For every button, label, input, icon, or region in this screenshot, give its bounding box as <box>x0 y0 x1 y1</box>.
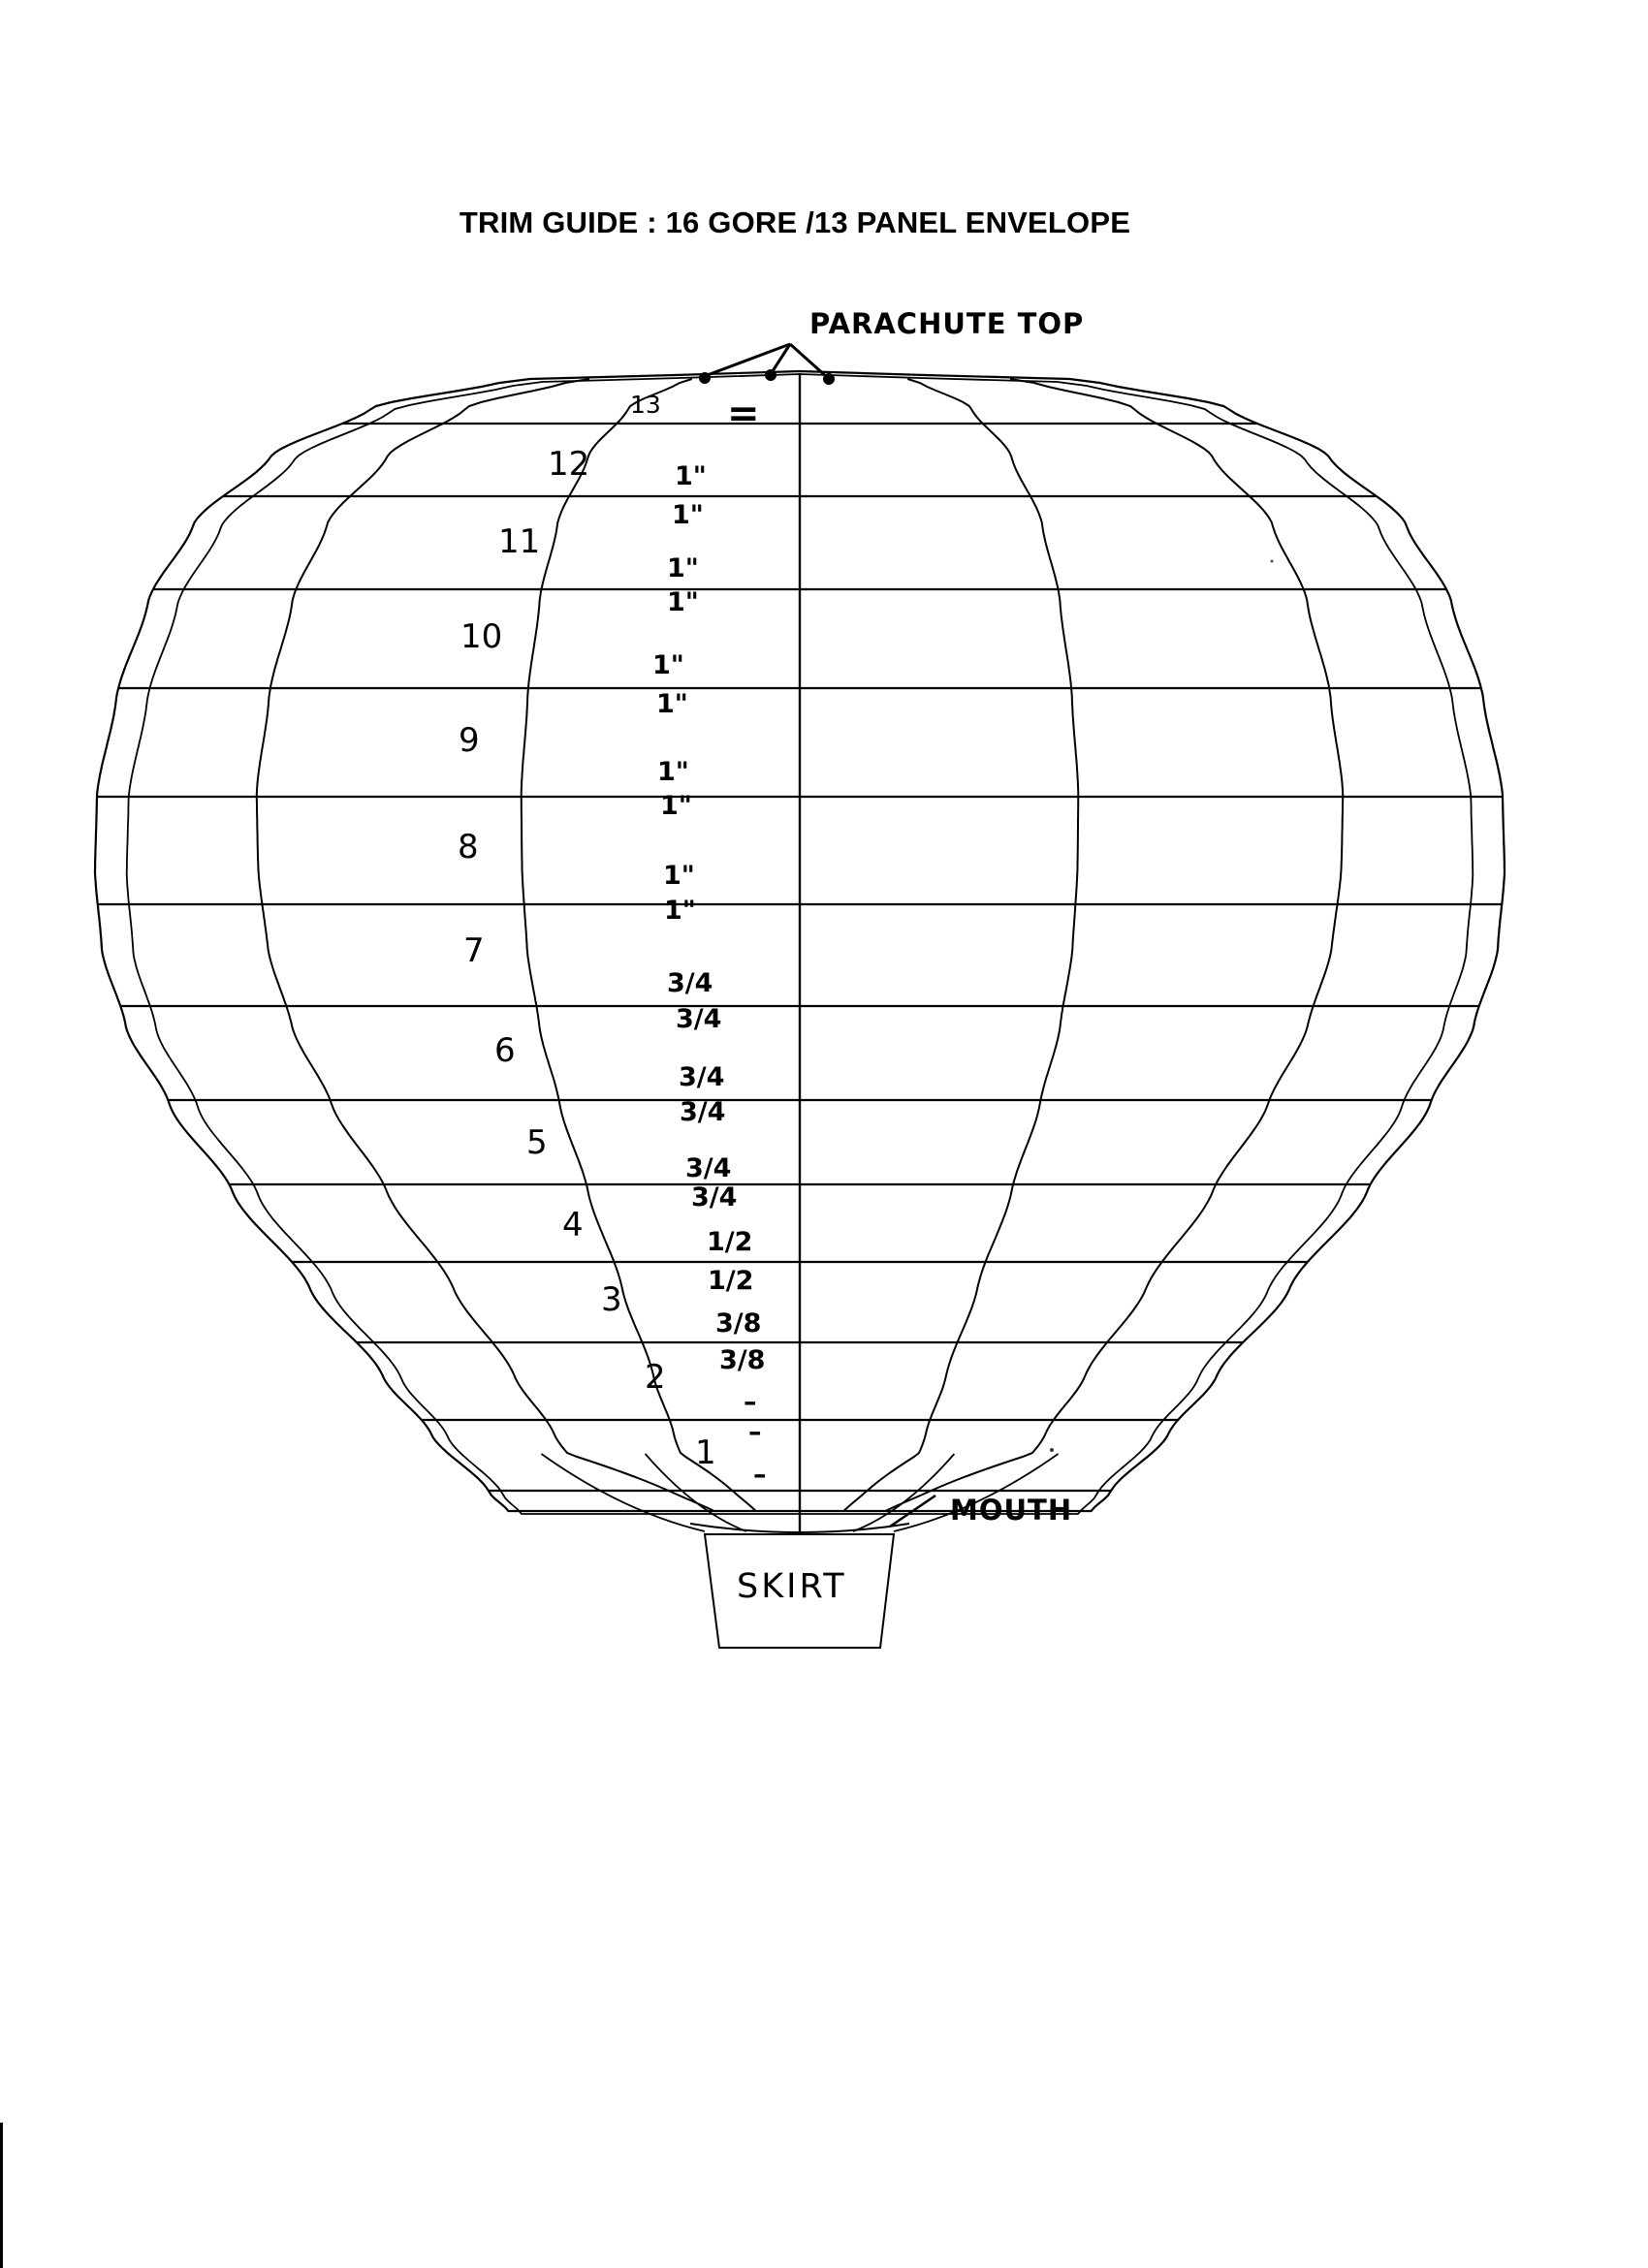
panel-number: 7 <box>463 931 485 970</box>
panel-number: 4 <box>562 1206 584 1244</box>
panel-number: 2 <box>645 1358 666 1397</box>
scan-speck <box>1050 1448 1054 1452</box>
panel-number: 11 <box>498 522 541 561</box>
trim-mark: – <box>753 1460 767 1490</box>
trim-mark: 1" <box>667 587 699 617</box>
trim-marks <box>652 392 767 1490</box>
mouth-seam <box>541 1454 705 1531</box>
panel-number: 3 <box>601 1280 622 1319</box>
trim-mark: 1" <box>656 689 688 719</box>
parachute-top-point-2 <box>765 369 776 381</box>
skirt-label: SKIRT <box>737 1567 847 1606</box>
panel-number: 5 <box>526 1123 548 1162</box>
scan-edge-mark <box>0 2123 3 2268</box>
trim-mark: 1" <box>664 896 696 926</box>
trim-mark: 3/4 <box>691 1182 738 1213</box>
trim-mark: 1" <box>672 500 704 530</box>
mouth-label: MOUTH <box>950 1494 1073 1527</box>
parachute-top-point-3 <box>823 373 835 385</box>
trim-mark: – <box>744 1387 757 1417</box>
gore-seam-lines <box>257 373 1343 1532</box>
gore-seam <box>885 379 1343 1511</box>
trim-mark: 1" <box>652 650 684 680</box>
trim-mark: 1" <box>660 791 692 821</box>
trim-mark: 3/8 <box>715 1308 762 1339</box>
mouth-seam <box>853 1454 954 1531</box>
panel-number: 12 <box>548 445 590 484</box>
trim-mark: 1" <box>667 553 699 583</box>
trim-mark: 1" <box>675 461 707 491</box>
panel-number: 9 <box>459 721 480 760</box>
page-title: TRIM GUIDE : 16 GORE /13 PANEL ENVELOPE <box>459 205 1131 239</box>
trim-mark: 3/4 <box>679 1062 725 1092</box>
trim-mark: 3/8 <box>719 1345 766 1375</box>
trim-mark: 1/2 <box>708 1266 754 1296</box>
trim-mark: 1" <box>657 757 689 787</box>
trim-mark: 1" <box>663 861 695 891</box>
panel-number: 6 <box>494 1031 516 1070</box>
gore-seam <box>522 379 756 1511</box>
parachute-top-label: PARACHUTE TOP <box>809 307 1085 340</box>
trim-mark: 3/4 <box>685 1153 732 1183</box>
parachute-top-point-1 <box>699 372 711 384</box>
scan-speck <box>1271 560 1274 563</box>
trim-mark: 3/4 <box>667 968 713 998</box>
panel-number: 13 <box>630 391 661 419</box>
panel-number: 10 <box>460 617 503 656</box>
panel-number: 8 <box>458 828 479 866</box>
trim-mark: 3/4 <box>680 1097 726 1127</box>
trim-mark: – <box>748 1417 762 1447</box>
trim-mark: 1/2 <box>707 1227 753 1257</box>
trim-mark: 3/4 <box>676 1004 722 1034</box>
gore-seam <box>257 379 714 1511</box>
gore-seam <box>843 379 1078 1511</box>
panel-number: 1 <box>695 1433 716 1472</box>
trim-mark: = <box>727 392 760 436</box>
